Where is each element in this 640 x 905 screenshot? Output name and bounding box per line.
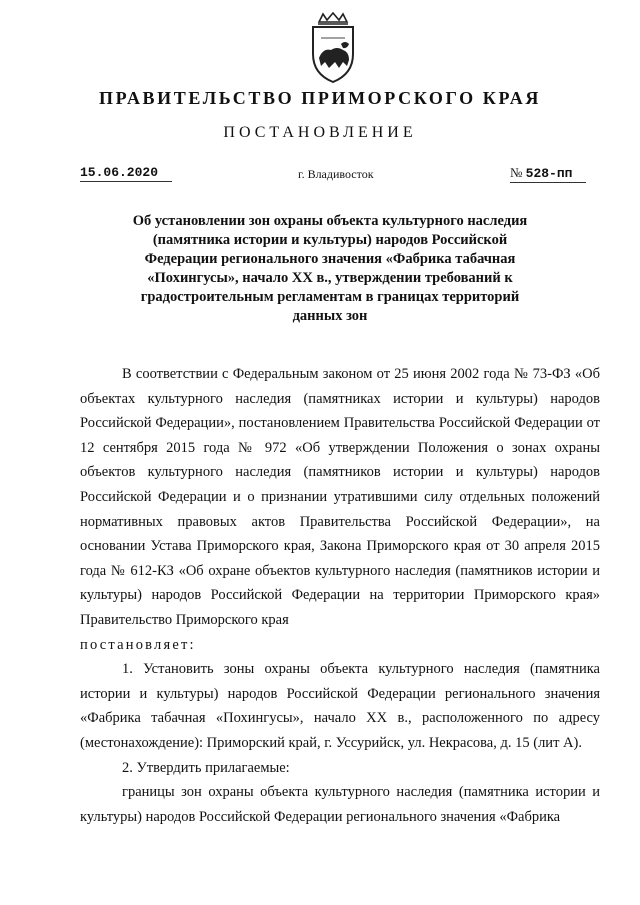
document-number [510, 165, 586, 183]
document-date: 15.06.2020 [80, 165, 172, 182]
government-name: ПРАВИТЕЛЬСТВО ПРИМОРСКОГО КРАЯ [99, 88, 541, 108]
coat-of-arms-icon [305, 12, 361, 84]
document-body [80, 362, 600, 829]
number-prefix: № [510, 165, 523, 180]
resolves-word: постановляет: [80, 636, 196, 653]
document-type: ПОСТАНОВЛЕНИЕ [223, 124, 417, 141]
preamble-paragraph: В соответствии с Федеральным законом от 25 июня 2002 года № 73-ФЗ «Об объектах культурного наследия (памятниках истории и культуры) народов Российской Федерации», постановлением Правительства Российской Федерации от 12 сентября 2015 года № 972 «Об утверждении Положения о зонах охраны объектов культурного наследия (памятников истории и культуры) народов Российской Федерации и о признании утратившими силу отдельных положений нормативных правовых актов Правительства Российской Федерации», на основании Устава Приморского края, Закона Приморского края от 30 апреля 2015 года № 612-КЗ «Об охране объектов культурного наследия (памятников истории и культуры) народов Российской Федерации на территории Приморского края» Правительство Приморского края [80, 366, 600, 628]
document-city: г. Владивосток [298, 167, 374, 181]
document-title: Об установлении зон охраны объекта культурного наследия (памятника истории и культуры) народов Российской Федерации регионального значения «Фабрика табачная «Похингусы», начало XX в., утверждении требований к градостроительным регламентам в границах территорий данных зон [132, 213, 528, 324]
item-2a-paragraph: границы зон охраны объекта культурного наследия (памятника истории и культуры) народов Российской Федерации регионального значения «Фабрика [80, 784, 600, 825]
item-1-paragraph: 1. Установить зоны охраны объекта культурного наследия (памятника истории и культуры) народов Российской Федерации регионального значения «Фабрика табачная «Похингусы», начало XX в., расположенного по адресу (местонахождение): Приморский край, г. Уссурийск, ул. Некрасова, д. 15 (лит А). [80, 661, 600, 751]
item-2-paragraph: 2. Утвердить прилагаемые: [122, 759, 290, 776]
resolves-line [80, 633, 600, 658]
number-value: 528-пп [525, 166, 573, 181]
